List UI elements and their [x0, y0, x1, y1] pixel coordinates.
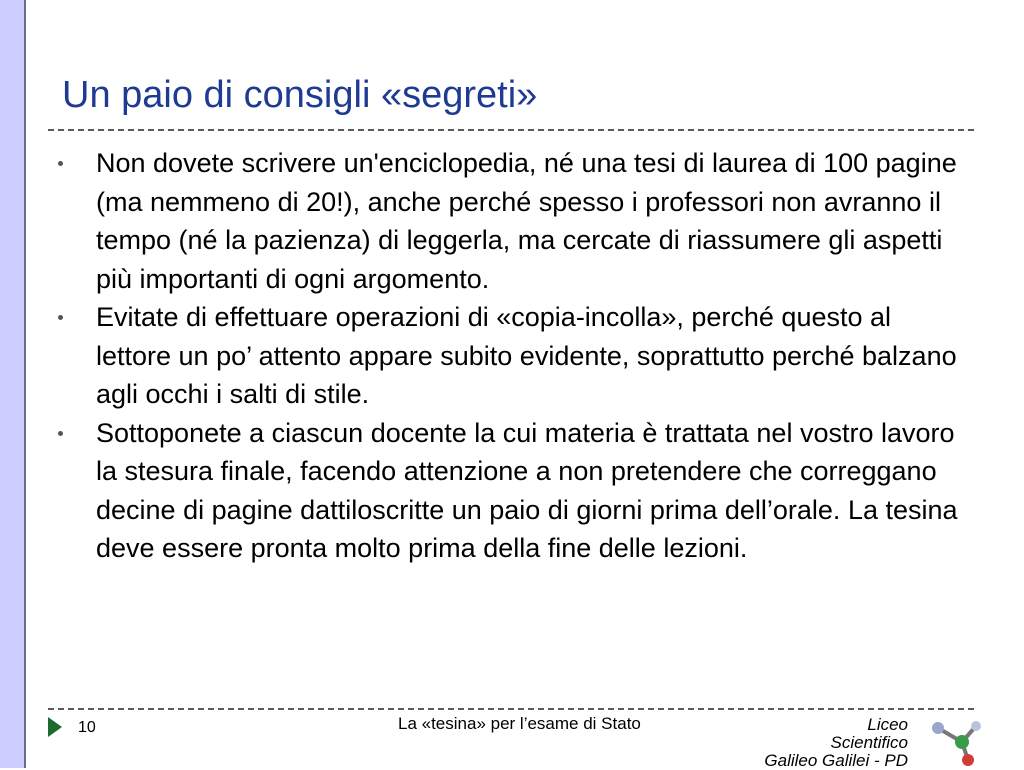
school-line: Galileo Galilei - PD — [764, 751, 908, 770]
left-accent-bar — [0, 0, 26, 768]
page-number: 10 — [78, 719, 96, 736]
bullet-dot-icon — [58, 315, 63, 320]
footer-caption: La «tesina» per l’esame di Stato — [398, 714, 641, 733]
school-name — [708, 716, 908, 770]
school-line: Scientifico — [830, 733, 908, 752]
slide-title: Un paio di consigli «segreti» — [62, 74, 538, 116]
bullet-item — [58, 144, 958, 298]
molecule-logo-icon — [924, 712, 988, 768]
bullet-dot-icon — [58, 161, 63, 166]
bullet-text: Sottoponete a ciascun docente la cui materia è trattata nel vostro lavoro la stesura finale, facendo attenzione a non pretendere che correggano decine di pagine dattiloscritte un paio di giorni prima dell’orale. La tesina deve essere pronta molto prima della fine delle lezioni. — [96, 417, 958, 563]
bullet-item — [58, 414, 958, 568]
bullet-text: Evitate di effettuare operazioni di «copia-incolla», perché questo al lettore un po’ attento appare subito evidente, soprattutto perché balzano agli occhi i salti di stile. — [96, 302, 957, 409]
bullet-list — [58, 144, 958, 568]
bullet-dot-icon — [58, 431, 63, 436]
bullet-text: Non dovete scrivere un'enciclopedia, né una tesi di laurea di 100 pagine (ma nemmeno di 20!), anche perché spesso i professori non avranno il tempo (né la pazienza) di leggerla, ma cercate di riassumere gli aspetti più importanti di ogni argomento. — [96, 148, 957, 294]
footer-divider — [48, 708, 974, 710]
bullet-item — [58, 298, 958, 414]
school-line: Liceo — [867, 715, 908, 734]
triangle-right-icon — [48, 717, 62, 737]
title-divider — [48, 129, 974, 131]
